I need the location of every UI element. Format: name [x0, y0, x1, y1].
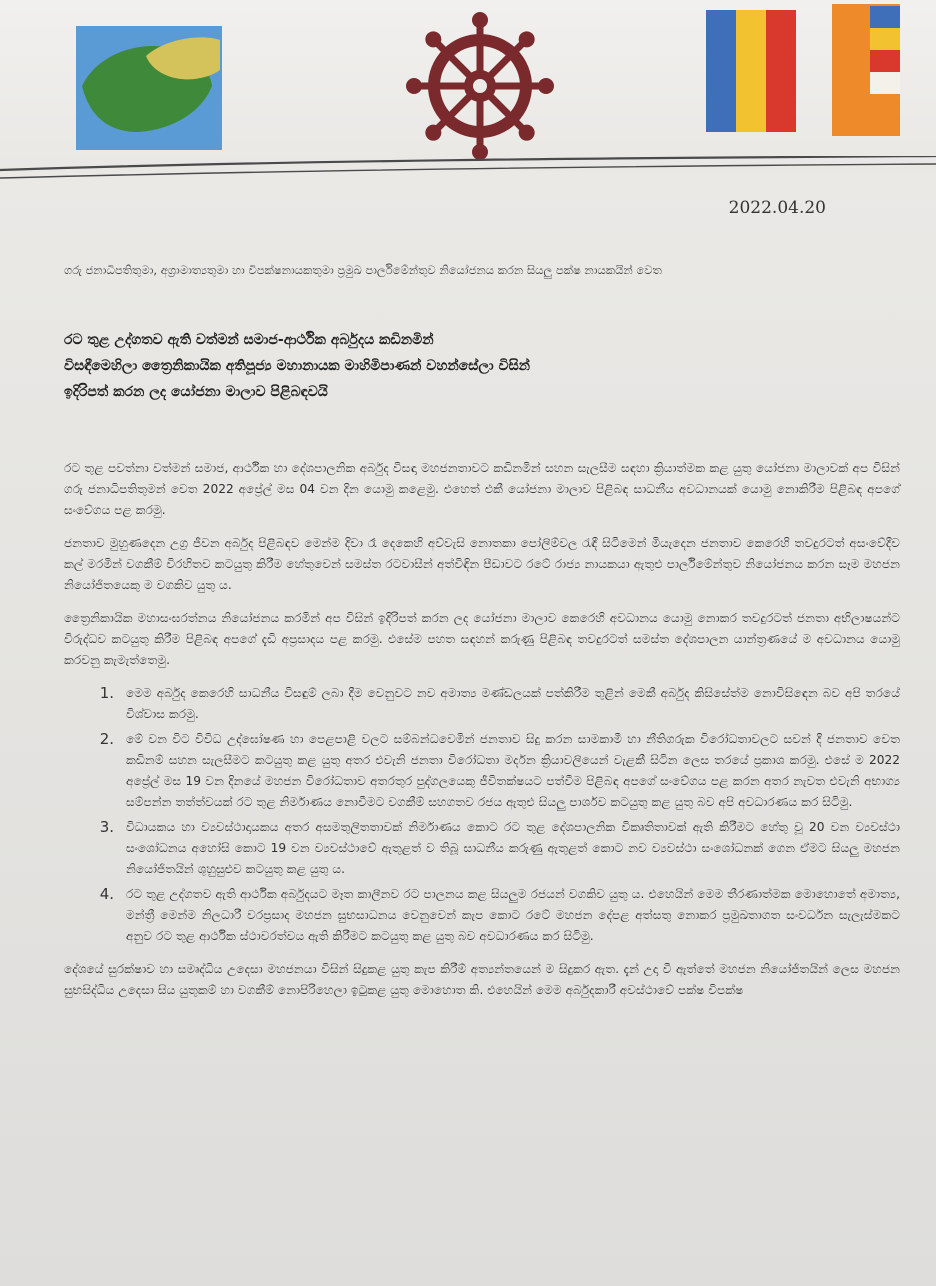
list-number: 3. — [99, 818, 114, 836]
bodhi-leaf-icon — [76, 26, 222, 150]
dharma-wheel-icon — [404, 10, 556, 162]
list-text: මේ වන විට විවිධ උද්ඝෝෂණ හා පෙළපාළි වලට සම්බන්ධවෙමින් ජනතාව සිදු කරන සාමකාමී හා නීතිගරුක විරෝධතාවලට සවන් දී ජනතාව වෙත කඩිනම් සහන සැලසීමට කටයුතු කළ යුතු අතර එවැනි ජනතා විරෝධතා මර්දන ක්‍රියාවලියෙන් වැළකී සිටින ලෙස තරයේ ප්‍රකාශ කරමු. එසේ ම 2022 අප්‍රේල් මස 19 වන දිනයේ මහජන විරෝධතාව අතරතුර පුද්ගලයෙකු ජීවිතක්ෂයට පත්වීම පිළිබඳ අපගේ සංවේගය පළ කරන අතර නැවත එවැනි අභාග්‍ය සම්පන්න තත්ත්වයක් රට තුළ නිර්මාණය නොවීමට වගකීම් සහගතව රජය ඇතුළු සියලු පාර්ශව කටයුතු කළ යුතු බව අපි අවධාරණය කර සිටිමු. — [126, 732, 900, 809]
list-item — [64, 729, 900, 813]
buddhist-flag-icon — [706, 4, 902, 136]
body-paragraph: ජනතාව මුහුණදෙන උග්‍ර ජීවන අර්බුද පිළිබඳව මෙන්ම දිවා රෑ දෙකෙහි අව්වැසි නොතකා පෝලිම්වල රැඳී සිටීමෙන් මියැදෙන ජනතාව කෙරෙහි තවදුරටත් අසංවේදීව කල් මරමින් වගකීම් විරහිතව කටයුතු කිරීම හේතුවෙන් සමස්ත රටවාසීන් අත්විඳින පීඩාවට රටේ රාජ්‍ය නායකයා ඇතුළු පාර්ලිමේන්තුව නියෝජනය කරන සෑම මහජන නියෝජිතයෙකු ම වගකිව යුතු ය. — [64, 536, 900, 592]
list-text: මෙම අර්බුද කෙරෙහි සාධනීය විසඳුම් ලබා දීම වෙනුවට නව අමාත්‍ය මණ්ඩලයක් පත්කිරීම තුළින් මෙකී අර්බුද කිසිසේත්ම නොවිසිඳෙන බව අපි තරයේ විශ්වාස කරමු. — [126, 686, 900, 721]
body-paragraph: රට තුළ පවත්නා වත්මන් සමාජ, ආර්ථික හා දේශපාලනික අර්බුද විසඳා මහජනතාවට කඩිනමින් සහන සැලසීම සඳහා ක්‍රියාත්මක කළ යුතු යෝජනා මාලාවක් අප විසින් ගරු ජනාධිපතිතුමන් වෙත 2022 අප්‍රේල් මස 04 වන දින යොමු කළෙමු. එහෙත් එකී යෝජනා මාලාව පිළිබඳ සාධනීය අවධානයක් යොමු නොකිරීම පිළිබඳ අපගේ සංවේගය පළ කරමු. — [64, 461, 900, 517]
resolution-list — [64, 683, 900, 947]
list-text: රට තුළ උද්ගතව ඇති ආර්ථික අර්බුදයට මෑත කාලීනව රට පාලනය කළ සියලුම රජයන් වගකිව යුතු ය. එහෙයින් මෙම තීරණාත්මක මොහොතේ අමාත්‍ය, මන්ත්‍රී මෙන්ම නිලධාරී වරප්‍රසාද මහජන සුභසාධනය වෙනුවෙන් කැප කොට රටේ මහජන දේපළ අත්සතු නොකර ප්‍රමුඛතාගත සංවර්ධන සැලැස්මකට අනුව රට තුළ ආර්ථික ස්ථාවරත්වය ඇති කිරීමට කටයුතු කළ යුතු බව අවධාරණය කර සිටිමු. — [126, 887, 900, 943]
list-number: 2. — [99, 730, 114, 748]
list-item — [64, 817, 900, 880]
header-rule — [0, 156, 936, 184]
subject-line: ඉදිරිපත් කරන ලද යෝජනා මාලාව පිළිබඳවයි — [64, 384, 328, 400]
letter-body — [64, 458, 900, 1013]
addressee: ගරු ජනාධිපතිතුමා, අග්‍රාමාත්‍යතුමා හා විපක්ෂනායකතුමා ප්‍රමුඛ පාර්ලිමේන්තුව නියෝජනය කරන සියලු පක්ෂ නායකයින් වෙත — [64, 263, 662, 277]
letter-date: 2022.04.20 — [728, 198, 826, 218]
list-number: 1. — [99, 684, 114, 702]
list-number: 4. — [99, 885, 114, 903]
subject-line: විසඳීමෙහිලා ත්‍රෛනිකායික අතිපූජ්‍ය මහානායක මාහිමිපාණන් වහන්සේලා විසින් — [64, 358, 531, 374]
list-item — [64, 683, 900, 725]
list-item — [64, 884, 900, 947]
body-paragraph: ත්‍රෛනිකායික මහාසංඝරත්නය නියෝජනය කරමින් අප විසින් ඉදිරිපත් කරන ලද යෝජනා මාලාව කෙරෙහි අවධානය යොමු නොකර තවදුරටත් ජනතා අභිලාෂයන්ට විරුද්ධව කටයුතු කිරීම පිළිබඳ අපගේ දැඩි අප්‍රසාදය පළ කරමු. එසේම පහත සඳහන් කරුණු පිළිබඳ තවදුරටත් සමස්ත දේශපාලන යාන්ත්‍රණයේ ම අවධානය යොමු කරවනු කැමැත්තෙමු. — [64, 611, 901, 667]
letter-subject — [64, 327, 824, 405]
list-text: විධායකය හා ව්‍යවස්ථාදායකය අතර අසමතුලිතතාවක් නිර්මාණය කොට රට තුළ දේශපාලනික විකෘතිතාවක් ඇති කිරීමට හේතු වූ 20 වන ව්‍යවස්ථා සංශෝධනය අහෝසි කොට 19 වන ව්‍යවස්ථාවේ ඇතුළත් ව තිබූ සාධනීය කරුණු ඇතුළත් කොට නව ව්‍යවස්ථා සංශෝධනක් ගෙන ඒමට සියලු මහජන නියෝජිතයින් ශුහුසුළුව කටයුතු කළ යුතු ය. — [126, 820, 900, 876]
subject-line: රට තුළ උද්ගතව ඇති වත්මන් සමාජ-ආර්ථික අර්බුදය කඩිනමින් — [64, 332, 434, 348]
closing-paragraph: දේශයේ සුරක්ෂාව හා සමෘද්ධිය උදෙසා මහජනයා විසින් සිදුකළ යුතු කැප කිරීම් අත්‍යන්තයෙන් ම සිදුකර ඇත. දැන් උදා වී ඇත්තේ මහජන නියෝජිතයින් ලෙස මහජන සුභසිද්ධිය උදෙසා සිය යුතුකම් හා වගකීම් නොපිරිහෙලා ඉටුකළ යුතු මොහොත කි. එහෙයින් මෙම අර්බුදකාරී අවස්ථාවේ පක්ෂ විපක්ෂ — [64, 962, 900, 997]
